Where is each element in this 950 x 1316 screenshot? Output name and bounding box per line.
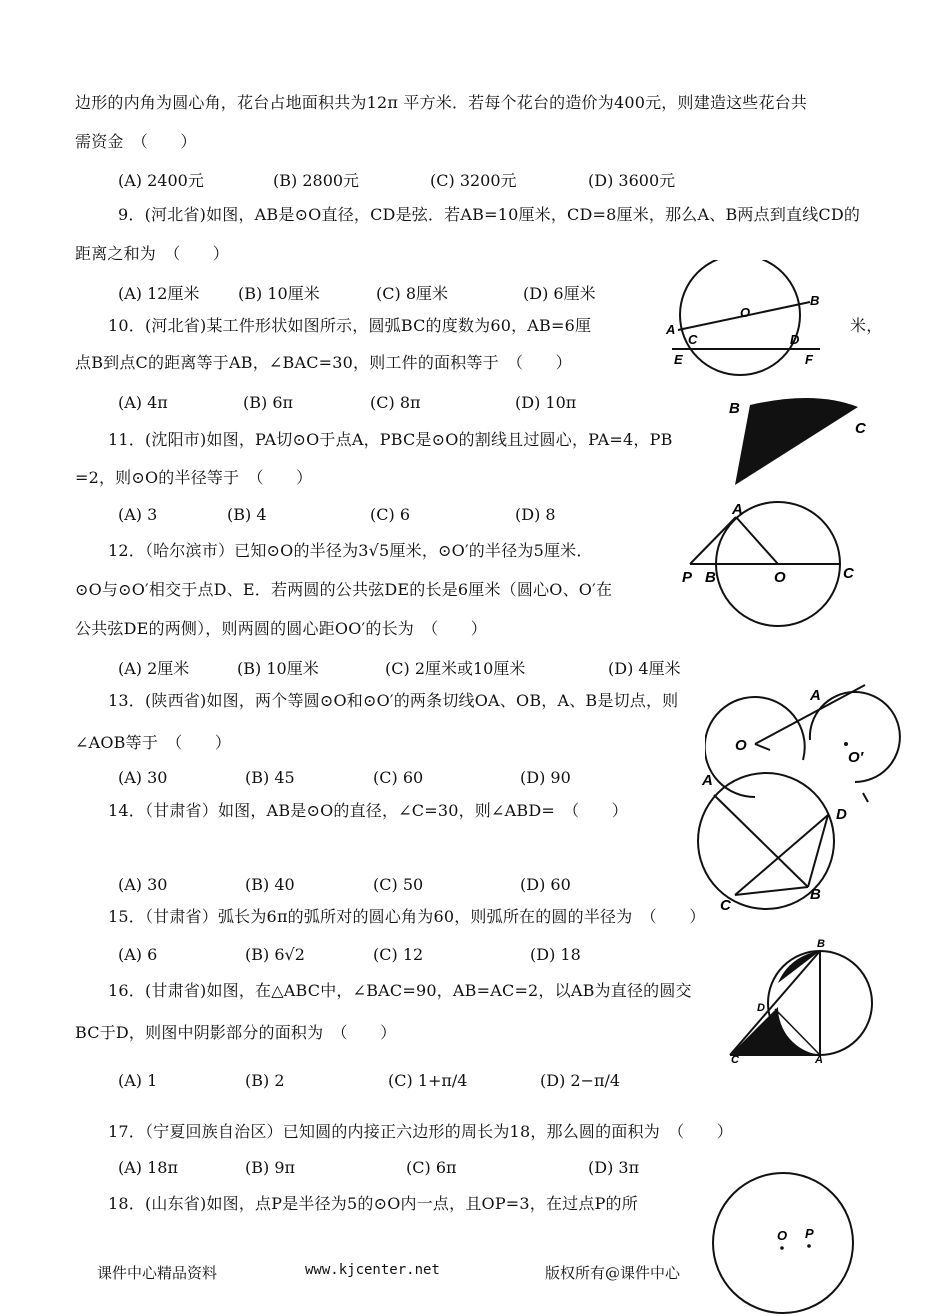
label-o: O [740, 305, 751, 320]
figure-q11 [678, 500, 863, 680]
q16-text-line2: BC于D，则图中阴影部分的面积为 （ ） [75, 1023, 397, 1042]
option-c: (C) 50 [373, 875, 424, 894]
option-a: (A) 4π [118, 393, 168, 412]
q11-text-line1: 11．(沈阳市)如图，PA切⊙O于点A，PBC是⊙O的割线且过圆心，PA=4，PB [108, 430, 673, 449]
option-b: (B) 10厘米 [237, 659, 319, 678]
option-d: (D) 10π [515, 393, 577, 412]
option-a: (A) 6 [118, 945, 158, 964]
option-a: (A) 3 [118, 505, 158, 524]
option-d: (D) 6厘米 [523, 284, 596, 303]
option-a: (A) 2400元 [118, 171, 204, 190]
option-c: (C) 8厘米 [376, 284, 448, 303]
option-b: (B) 40 [245, 875, 295, 894]
label-f: F [805, 352, 813, 367]
option-a: (A) 2厘米 [118, 659, 190, 678]
option-c: (C) 6π [406, 1158, 457, 1177]
q10-text-line1-end: 米， [850, 316, 883, 335]
label-a: A [666, 322, 676, 337]
option-c: (C) 3200元 [430, 171, 517, 190]
option-a: (A) 12厘米 [118, 284, 200, 303]
label-b: B [817, 938, 825, 950]
option-d: (D) 2−π/4 [540, 1071, 621, 1090]
option-b: (B) 9π [245, 1158, 296, 1177]
label-a: A [815, 1054, 823, 1065]
q17-text-line1: 17．（宁夏回族自治区）已知圆的内接正六边形的周长为18，那么圆的面积为 （ ） [108, 1122, 733, 1141]
label-o: O [777, 1228, 788, 1243]
footer-center: www.kjcenter.net [305, 1262, 440, 1278]
label-b: B [729, 400, 740, 417]
option-b: (B) 10厘米 [238, 284, 320, 303]
option-c: (C) 60 [373, 768, 424, 787]
label-o: O [735, 737, 747, 754]
q18-text-line1: 18．(山东省)如图，点P是半径为5的⊙O内一点，且OP=3，在过点P的所 [108, 1194, 638, 1213]
q12-text-line3: 公共弦DE的两侧），则两圆的圆心距OO′的长为 （ ） [75, 619, 487, 638]
label-p: P [682, 569, 693, 586]
label-o: O [774, 569, 786, 586]
option-b: (B) 2800元 [273, 171, 360, 190]
label-c: C [855, 420, 866, 437]
option-d: (D) 18 [530, 945, 581, 964]
option-d: (D) 90 [520, 768, 571, 787]
option-c: (C) 6 [370, 505, 410, 524]
option-c: (C) 12 [373, 945, 424, 964]
label-o-prime: O′ [848, 749, 864, 766]
option-d: (D) 8 [515, 505, 556, 524]
q13-text-line2: ∠AOB等于 （ ） [75, 733, 232, 752]
option-a: (A) 18π [118, 1158, 178, 1177]
option-a: (A) 1 [118, 1071, 158, 1090]
option-b: (B) 4 [227, 505, 267, 524]
q15-text-line1: 15．（甘肃省）弧长为6π的弧所对的圆心角为60，则弧所在的圆的半径为 （ ） [108, 907, 706, 926]
label-d: D [836, 806, 847, 823]
label-e: E [674, 352, 683, 367]
label-a: A [702, 772, 713, 789]
q16-text-line1: 16．(甘肃省)如图，在△ABC中，∠BAC=90，AB=AC=2，以AB为直径的圆交 [108, 981, 692, 1000]
figure-q16 [725, 935, 895, 1065]
option-d: (D) 60 [520, 875, 571, 894]
q10-text-line2: 点B到点C的距离等于AB，∠BAC=30，则工件的面积等于 （ ） [75, 353, 572, 372]
option-d: (D) 3π [588, 1158, 640, 1177]
label-c: C [731, 1054, 739, 1065]
label-d: D [757, 1002, 765, 1014]
label-a: A [810, 687, 821, 704]
q9-text-line1: 9．(河北省)如图，AB是⊙O直径，CD是弦．若AB=10厘米，CD=8厘米，那么A、B两点到直线CD的 [118, 205, 861, 224]
label-c: C [843, 565, 854, 582]
q10-text-line1: 10．(河北省)某工件形状如图所示，圆弧BC的度数为60，AB=6厘 [108, 316, 592, 335]
label-p: P [805, 1226, 814, 1241]
label-d: D [790, 332, 800, 347]
q9-text-line2: 距离之和为 （ ） [75, 244, 230, 263]
q12-text-line2: ⊙O与⊙O′相交于点D、E．若两圆的公共弦DE的长是6厘米（圆心O、O′在 [75, 580, 613, 599]
label-b: B [810, 293, 820, 308]
q8-text-line1: 边形的内角为圆心角，花台占地面积共为12π 平方米．若每个花台的造价为400元，则建造这些花台共 [75, 93, 808, 112]
option-b: (B) 6√2 [245, 945, 305, 964]
q13-text-line1: 13．(陕西省)如图，两个等圆⊙O和⊙O′的两条切线OA、OB，A、B是切点，则 [108, 691, 679, 710]
q11-text-line2: =2，则⊙O的半径等于 （ ） [75, 468, 313, 487]
footer-right: 版权所有@课件中心 [545, 1264, 681, 1282]
figure-q9 [660, 260, 820, 380]
label-b: B [810, 886, 821, 903]
label-a: A [732, 501, 743, 518]
q8-text-line2: 需资金 （ ） [75, 132, 197, 151]
figure-q14 [690, 765, 855, 910]
option-b: (B) 45 [245, 768, 295, 787]
option-d: (D) 3600元 [588, 171, 676, 190]
footer-left: 课件中心精品资料 [97, 1264, 218, 1282]
figure-q10 [725, 395, 885, 495]
label-c: C [688, 332, 698, 347]
q14-text-line1: 14．（甘肃省）如图，AB是⊙O的直径，∠C=30，则∠ABD= （ ） [108, 801, 628, 820]
option-d: (D) 4厘米 [608, 659, 681, 678]
option-b: (B) 6π [243, 393, 294, 412]
figure-q18 [710, 1170, 860, 1316]
q12-text-line1: 12．（哈尔滨市）已知⊙O的半径为3√5厘米，⊙O′的半径为5厘米． [108, 541, 593, 560]
option-c: (C) 2厘米或10厘米 [385, 659, 526, 678]
option-a: (A) 30 [118, 768, 168, 787]
option-b: (B) 2 [245, 1071, 285, 1090]
option-c: (C) 8π [370, 393, 421, 412]
option-a: (A) 30 [118, 875, 168, 894]
option-c: (C) 1+π/4 [388, 1071, 468, 1090]
label-b: B [705, 569, 716, 586]
label-c: C [720, 897, 731, 910]
